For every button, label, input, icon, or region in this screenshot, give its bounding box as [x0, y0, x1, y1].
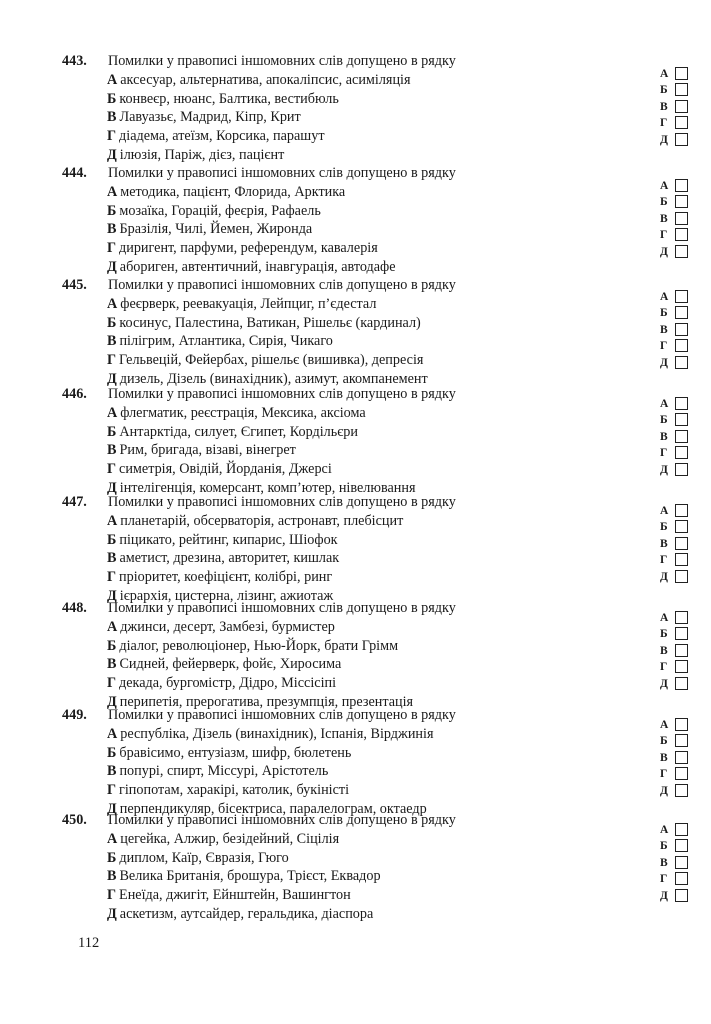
option-b: Б бравісимо, ентузіазм, шифр, бюлетень	[107, 744, 352, 761]
answer-checkbox-d[interactable]	[675, 570, 688, 583]
option-v: В Велика Британія, брошура, Трієст, Еквадор	[107, 868, 381, 885]
question-444	[62, 164, 682, 276]
option-d: Д перпендикуляр, бісектриса, паралелограм, октаедр	[107, 800, 427, 817]
option-v: В аметист, дрезина, авторитет, кишлак	[107, 550, 340, 567]
option-a: А методика, пацієнт, Флорида, Арктика	[107, 184, 346, 200]
answer-checkbox-a[interactable]	[675, 67, 688, 80]
answer-checkbox-g[interactable]	[675, 446, 688, 459]
question-text: Помилки у правописі іншомовних слів допущено в рядку	[108, 812, 456, 828]
option-a: А флегматик, реєстрація, Мексика, аксіома	[107, 405, 366, 421]
answer-checkbox-d[interactable]	[675, 889, 688, 902]
question-text: Помилки у правописі іншомовних слів допущено в рядку	[108, 277, 456, 293]
answer-checkbox-g[interactable]	[675, 339, 688, 352]
option-a: А планетарій, обсерваторія, астронавт, плебісцит	[107, 513, 404, 529]
answer-checkbox-d[interactable]	[675, 245, 688, 258]
option-g: Г симетрія, Овідій, Йорданія, Джерсі	[107, 461, 332, 478]
page-number: 112	[78, 935, 100, 951]
option-g: Г гіпопотам, харакірі, католик, букіністі	[107, 782, 350, 799]
question-number: 448.	[62, 600, 87, 616]
answer-checkbox-d[interactable]	[675, 677, 688, 690]
option-g: Г диригент, парфуми, референдум, кавалерія	[107, 240, 378, 257]
option-a: А джинси, десерт, Замбезі, бурмистер	[107, 619, 335, 635]
answer-checkbox-v[interactable]	[675, 212, 688, 225]
question-text: Помилки у правописі іншомовних слів допущено в рядку	[108, 165, 456, 181]
question-number: 449.	[62, 707, 87, 723]
question-446	[62, 385, 682, 497]
answer-checkbox-d[interactable]	[675, 356, 688, 369]
question-number: 450.	[62, 812, 87, 828]
option-b: Б косинус, Палестина, Ватикан, Рішельє (кардинал)	[107, 314, 421, 331]
answer-checkbox-g[interactable]	[675, 767, 688, 780]
question-number: 443.	[62, 53, 87, 69]
option-g: Г Енеїда, джигіт, Ейнштейн, Вашингтон	[107, 887, 351, 904]
answer-checkbox-a[interactable]	[675, 397, 688, 410]
answer-checkbox-a[interactable]	[675, 179, 688, 192]
answer-checkbox-b[interactable]	[675, 734, 688, 747]
option-a: А цегейка, Алжир, безідейний, Сіцілія	[107, 831, 340, 847]
answer-checkbox-v[interactable]	[675, 323, 688, 336]
answer-grid-446: А Б В Г Д	[660, 396, 692, 478]
answer-checkbox-v[interactable]	[675, 430, 688, 443]
question-number: 446.	[62, 386, 87, 402]
question-number: 445.	[62, 277, 87, 293]
option-d: Д інтелігенція, комерсант, комп’ютер, нівелювання	[107, 479, 416, 496]
answer-checkbox-a[interactable]	[675, 290, 688, 303]
answer-checkbox-a[interactable]	[675, 504, 688, 517]
option-v: В Сидней, фейерверк, фойє, Хиросима	[107, 656, 342, 673]
option-g: Г пріоритет, коефіцієнт, колібрі, ринг	[107, 569, 333, 586]
question-number: 447.	[62, 494, 87, 510]
option-b: Б діалог, революціонер, Нью-Йорк, брати Грімм	[107, 637, 399, 654]
answer-checkbox-g[interactable]	[675, 553, 688, 566]
option-v: В попурі, спирт, Міссурі, Арістотель	[107, 763, 329, 780]
option-a: А аксесуар, альтернатива, апокаліпсис, асиміляція	[107, 72, 411, 88]
question-447	[62, 493, 682, 605]
option-b: Б диплом, Каїр, Євразія, Гюго	[107, 849, 289, 866]
option-d: Д ієрархія, цистерна, лізинг, ажиотаж	[107, 587, 334, 604]
option-v: В пілігрим, Атлантика, Сирія, Чикаго	[107, 333, 333, 350]
answer-grid-448: А Б В Г Д	[660, 610, 692, 692]
answer-checkbox-b[interactable]	[675, 195, 688, 208]
answer-grid-445: А Б В Г Д	[660, 289, 692, 371]
answer-grid-447: А Б В Г Д	[660, 503, 692, 585]
answer-checkbox-a[interactable]	[675, 823, 688, 836]
option-d: Д абориген, автентичний, інавгурація, автодафе	[107, 258, 396, 275]
question-number: 444.	[62, 165, 87, 181]
answer-checkbox-g[interactable]	[675, 872, 688, 885]
option-d: Д перипетія, прерогатива, презумпція, презентація	[107, 693, 414, 710]
option-b: Б конвеєр, нюанс, Балтика, вестибюль	[107, 90, 339, 107]
answer-checkbox-b[interactable]	[675, 520, 688, 533]
option-d: Д ілюзія, Паріж, дієз, пацієнт	[107, 146, 285, 163]
answer-checkbox-a[interactable]	[675, 611, 688, 624]
answer-grid-450: А Б В Г Д	[660, 822, 692, 904]
answer-checkbox-v[interactable]	[675, 100, 688, 113]
answer-checkbox-b[interactable]	[675, 413, 688, 426]
option-v: В Рим, бригада, візаві, вінегрет	[107, 442, 296, 459]
option-g: Г діадема, атеїзм, Корсика, парашут	[107, 128, 325, 145]
question-text: Помилки у правописі іншомовних слів допущено в рядку	[108, 53, 456, 69]
question-445	[62, 276, 682, 388]
answer-checkbox-d[interactable]	[675, 784, 688, 797]
option-d: Д аскетизм, аутсайдер, геральдика, діаспора	[107, 905, 374, 922]
option-b: Б мозаїка, Горацій, феєрія, Рафаель	[107, 202, 321, 219]
option-v: В Лавуазьє, Мадрид, Кіпр, Крит	[107, 109, 301, 126]
option-b: Б Антарктіда, силует, Єгипет, Кордільєри	[107, 423, 358, 440]
option-d: Д дизель, Дізель (винахідник), азимут, акомпанемент	[107, 370, 428, 387]
answer-checkbox-g[interactable]	[675, 116, 688, 129]
question-text: Помилки у правописі іншомовних слів допущено в рядку	[108, 494, 456, 510]
option-g: Г Гельвецій, Фейербах, рішельє (вишивка), депресія	[107, 352, 424, 369]
answer-checkbox-b[interactable]	[675, 306, 688, 319]
answer-checkbox-v[interactable]	[675, 856, 688, 869]
answer-grid-443: А Б В Г Д	[660, 66, 692, 148]
answer-checkbox-b[interactable]	[675, 839, 688, 852]
answer-checkbox-b[interactable]	[675, 83, 688, 96]
answer-checkbox-v[interactable]	[675, 644, 688, 657]
question-text: Помилки у правописі іншомовних слів допущено в рядку	[108, 386, 456, 402]
answer-checkbox-b[interactable]	[675, 627, 688, 640]
answer-grid-449: А Б В Г Д	[660, 717, 692, 799]
option-b: Б піцикато, рейтинг, кипарис, Шіофок	[107, 531, 338, 548]
answer-grid-444: А Б В Г Д	[660, 178, 692, 260]
answer-checkbox-d[interactable]	[675, 133, 688, 146]
question-449	[62, 706, 682, 818]
option-v: В Бразілія, Чилі, Йемен, Жиронда	[107, 221, 313, 238]
answer-checkbox-v[interactable]	[675, 537, 688, 550]
answer-checkbox-v[interactable]	[675, 751, 688, 764]
answer-checkbox-g[interactable]	[675, 228, 688, 241]
option-g: Г декада, бургомістр, Дідро, Міссісіпі	[107, 675, 337, 692]
question-450	[62, 811, 682, 923]
answer-checkbox-d[interactable]	[675, 463, 688, 476]
option-a: А республіка, Дізель (винахідник), Іспанія, Вірджинія	[107, 726, 434, 742]
question-448	[62, 599, 682, 711]
question-text: Помилки у правописі іншомовних слів допущено в рядку	[108, 707, 456, 723]
question-text: Помилки у правописі іншомовних слів допущено в рядку	[108, 600, 456, 616]
answer-checkbox-a[interactable]	[675, 718, 688, 731]
question-443	[62, 52, 682, 164]
option-a: А феєрверк, реевакуація, Лейпциг, п’єдестал	[107, 296, 377, 312]
answer-checkbox-g[interactable]	[675, 660, 688, 673]
